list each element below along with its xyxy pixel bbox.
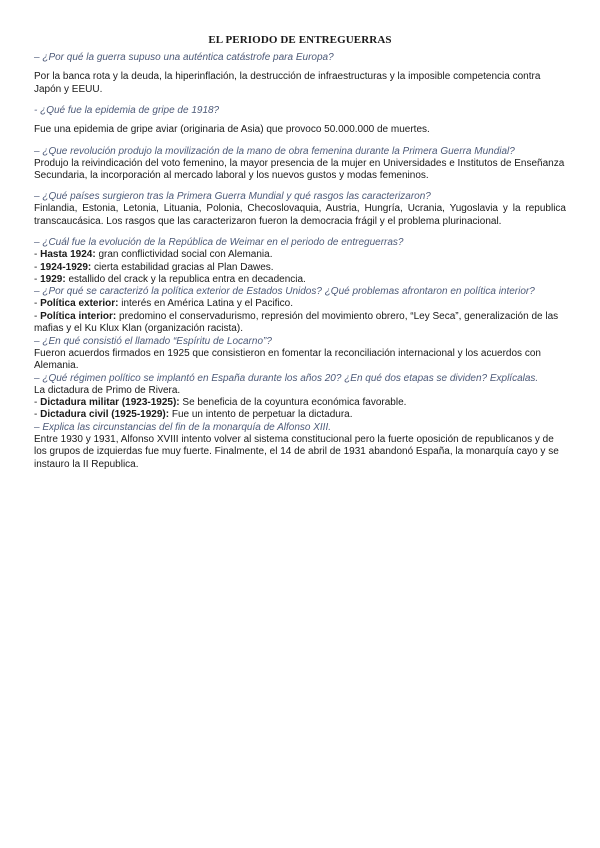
- item-term: Política exterior:: [40, 298, 119, 310]
- question-7: – ¿En qué consistió el llamado “Espíritu de Locarno”?: [34, 335, 272, 347]
- item-term: Política interior:: [40, 310, 117, 322]
- question-6: – ¿Por qué se caracterizó la política exterior de Estados Unidos? ¿Qué problemas afrontaron en política interior?: [34, 286, 535, 298]
- item-term: 1929:: [40, 274, 66, 286]
- question-5: – ¿Cuál fue la evolución de la República de Weimar en el periodo de entreguerras?: [34, 237, 404, 249]
- answer-2: Fue una epidemia de gripe aviar (originaria de Asia) que provoco 50.000.000 de muertes.: [34, 124, 430, 136]
- question-1: – ¿Por qué la guerra supuso una auténtica catástrofe para Europa?: [34, 52, 334, 64]
- answer-9: Entre 1930 y 1931, Alfonso XVIII intento volver al sistema constitucional pero la fuerte oposición de republicanos y de los grupos de izquierdas fue muy fuerte. Finalmente, el 14 de abril de 1931 abandonó España, la monarquía cayo y se instauro la II Republica.: [34, 433, 559, 470]
- list-item: - Dictadura civil (1925-1929): Fue un intento de perpetuar la dictadura.: [34, 409, 353, 421]
- question-4: – ¿Qué países surgieron tras la Primera Guerra Mundial y qué rasgos las caracterizaron?: [34, 191, 431, 203]
- list-item: - 1924-1929: cierta estabilidad gracias al Plan Dawes.: [34, 261, 274, 273]
- document-title: EL PERIODO DE ENTREGUERRAS: [208, 34, 392, 46]
- answer-8: La dictadura de Primo de Rivera.: [34, 384, 181, 396]
- question-8: – ¿Qué régimen político se implantó en España durante los años 20? ¿En qué dos etapas se dividen? Explícalas.: [34, 372, 539, 384]
- item-term: Dictadura civil (1925-1929):: [40, 409, 170, 421]
- answer-1: Por la banca rota y la deuda, la hiperinflación, la destrucción de infraestructuras y la imposible competencia contra Japón y EEUU.: [34, 71, 541, 95]
- question-9: – Explica las circunstancias del fin de la monarquía de Alfonso XIII.: [34, 421, 332, 433]
- item-term: Hasta 1924:: [40, 249, 96, 261]
- item-term: Dictadura militar (1923-1925):: [40, 396, 180, 408]
- item-term: 1924-1929:: [40, 261, 92, 273]
- list-item: - Hasta 1924: gran conflictividad social con Alemania.: [34, 249, 273, 261]
- list-item: - 1929: estallido del crack y la republica entra en decadencia.: [34, 274, 306, 286]
- answer-3: Produjo la reivindicación del voto femenino, la mayor presencia de la mujer en Universidades e Institutos de Enseñanza Secundaria, la incorporación al mercado laboral y los nuevos gustos y modas femeninos.: [34, 157, 565, 182]
- list-item: - Dictadura militar (1923-1925): Se beneficia de la coyuntura económica favorable.: [34, 396, 407, 408]
- list-item: - Política exterior: interés en América Latina y el Pacifico.: [34, 298, 293, 310]
- question-3: – ¿Que revolución produjo la movilización de la mano de obra femenina durante la Primera Guerra Mundial?: [34, 145, 515, 157]
- answer-4: Finlandia, Estonia, Letonia, Lituania, Polonia, Checoslovaquia, Austria, Hungría, Ucrania, Yugoslavia y la republica transcaucásica. Los rasgos que las caracterizaron fueron la democracia frágil y el problema plurinacional.: [34, 203, 566, 227]
- list-item: - Política interior: predomino el conservadurismo, represión del movimiento obrero, “Ley Seca”, generalización de las mafias y el Ku Klux Klan (organización racista).: [34, 310, 559, 335]
- answer-7: Fueron acuerdos firmados en 1925 que consistieron en fomentar la reconciliación internacional y los acuerdos con Alemania.: [34, 347, 541, 372]
- question-2: - ¿Qué fue la epidemia de gripe de 1918?: [34, 105, 220, 117]
